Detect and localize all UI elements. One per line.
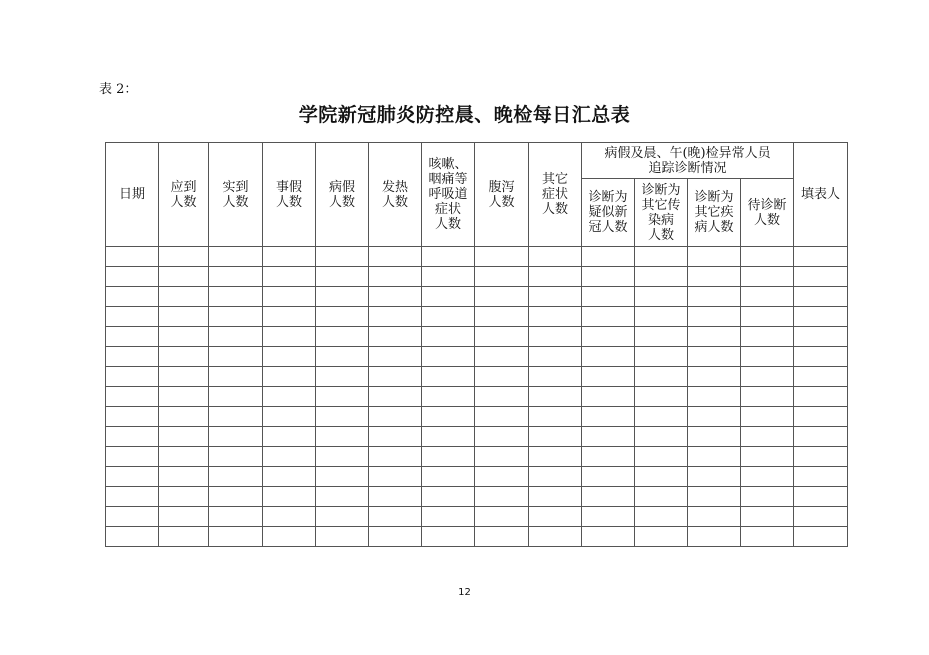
- table-cell: [106, 507, 159, 527]
- table-cell: [741, 267, 794, 287]
- table-cell: [316, 427, 369, 447]
- table-row: [106, 287, 848, 307]
- table-cell: [529, 447, 582, 467]
- table-cell: [106, 447, 159, 467]
- table-cell: [688, 427, 741, 447]
- table-cell: [688, 327, 741, 347]
- table-cell: [422, 467, 475, 487]
- table-cell: [582, 467, 635, 487]
- table-cell: [635, 247, 688, 267]
- table-cell: [741, 467, 794, 487]
- table-cell: [209, 247, 263, 267]
- table-cell: [209, 407, 263, 427]
- table-cell: [422, 287, 475, 307]
- page-title: 学院新冠肺炎防控晨、晚检每日汇总表: [298, 104, 631, 126]
- table-cell: [316, 367, 369, 387]
- table-cell: [209, 447, 263, 467]
- table-cell: [475, 407, 529, 427]
- table-cell: [369, 487, 422, 507]
- table-cell: [475, 447, 529, 467]
- table-cell: [529, 487, 582, 507]
- table-cell: [159, 407, 209, 427]
- table-cell: [316, 307, 369, 327]
- table-cell: [794, 267, 848, 287]
- table-cell: [635, 327, 688, 347]
- table-cell: [209, 387, 263, 407]
- table-cell: [688, 527, 741, 547]
- header-respiratory: 咳嗽、 咽痛等 呼吸道 症状 人数: [422, 143, 475, 247]
- table-cell: [794, 487, 848, 507]
- table-cell: [106, 247, 159, 267]
- table-cell: [106, 387, 159, 407]
- table-cell: [741, 407, 794, 427]
- table-cell: [209, 307, 263, 327]
- table-cell: [635, 367, 688, 387]
- table-cell: [582, 527, 635, 547]
- table-cell: [369, 467, 422, 487]
- table-cell: [529, 347, 582, 367]
- table-cell: [263, 467, 316, 487]
- table-cell: [635, 527, 688, 547]
- table-cell: [422, 387, 475, 407]
- table-cell: [741, 247, 794, 267]
- table-cell: [794, 507, 848, 527]
- table-cell: [263, 367, 316, 387]
- table-cell: [159, 347, 209, 367]
- table-cell: [582, 487, 635, 507]
- table-cell: [529, 267, 582, 287]
- table-cell: [741, 507, 794, 527]
- table-cell: [529, 407, 582, 427]
- page-number: 12: [458, 587, 471, 598]
- table-cell: [316, 527, 369, 547]
- table-cell: [422, 327, 475, 347]
- table-cell: [529, 367, 582, 387]
- table-cell: [209, 527, 263, 547]
- table-cell: [688, 287, 741, 307]
- header-other-symptoms: 其它 症状 人数: [529, 143, 582, 247]
- table-cell: [159, 507, 209, 527]
- table-row: [106, 527, 848, 547]
- header-other-infectious: 诊断为 其它传 染病 人数: [635, 179, 688, 247]
- table-cell: [741, 427, 794, 447]
- table-cell: [422, 427, 475, 447]
- table-cell: [582, 307, 635, 327]
- table-cell: [582, 287, 635, 307]
- table-cell: [475, 287, 529, 307]
- table-cell: [529, 307, 582, 327]
- table-cell: [106, 427, 159, 447]
- table-cell: [263, 487, 316, 507]
- table-cell: [794, 527, 848, 547]
- table-cell: [316, 507, 369, 527]
- table-cell: [688, 267, 741, 287]
- table-cell: [369, 267, 422, 287]
- header-fever: 发热 人数: [369, 143, 422, 247]
- table-cell: [369, 507, 422, 527]
- table-cell: [741, 347, 794, 367]
- table-cell: [159, 267, 209, 287]
- table-cell: [582, 347, 635, 367]
- table-cell: [529, 527, 582, 547]
- table-cell: [475, 487, 529, 507]
- table-cell: [475, 387, 529, 407]
- table-cell: [369, 427, 422, 447]
- table-cell: [159, 367, 209, 387]
- table-cell: [369, 387, 422, 407]
- table-cell: [475, 267, 529, 287]
- table-cell: [263, 387, 316, 407]
- header-filler: 填表人: [794, 143, 848, 247]
- table-cell: [582, 247, 635, 267]
- table-row: [106, 267, 848, 287]
- header-diarrhea: 腹泻 人数: [475, 143, 529, 247]
- table-cell: [582, 507, 635, 527]
- table-cell: [209, 507, 263, 527]
- table-cell: [263, 507, 316, 527]
- table-row: [106, 467, 848, 487]
- header-expected: 应到 人数: [159, 143, 209, 247]
- table-row: [106, 367, 848, 387]
- table-cell: [159, 527, 209, 547]
- table-row: [106, 327, 848, 347]
- table-row: [106, 307, 848, 327]
- table-row: [106, 507, 848, 527]
- table-cell: [159, 427, 209, 447]
- table-cell: [422, 527, 475, 547]
- table-cell: [582, 267, 635, 287]
- table-cell: [475, 467, 529, 487]
- table-cell: [475, 427, 529, 447]
- table-cell: [263, 327, 316, 347]
- table-cell: [159, 487, 209, 507]
- table-cell: [635, 427, 688, 447]
- table-cell: [422, 407, 475, 427]
- header-actual: 实到 人数: [209, 143, 263, 247]
- table-cell: [159, 247, 209, 267]
- table-cell: [209, 487, 263, 507]
- table-cell: [316, 407, 369, 427]
- table-cell: [159, 387, 209, 407]
- table-cell: [635, 487, 688, 507]
- table-row: [106, 487, 848, 507]
- table-cell: [529, 467, 582, 487]
- table-cell: [263, 427, 316, 447]
- table-cell: [794, 387, 848, 407]
- table-cell: [582, 447, 635, 467]
- table-cell: [369, 527, 422, 547]
- table-cell: [635, 287, 688, 307]
- header-sick-leave: 病假 人数: [316, 143, 369, 247]
- table-cell: [316, 327, 369, 347]
- header-suspected-covid: 诊断为 疑似新 冠人数: [582, 179, 635, 247]
- header-pending: 待诊断 人数: [741, 179, 794, 247]
- table-cell: [263, 267, 316, 287]
- table-cell: [369, 347, 422, 367]
- table-cell: [475, 527, 529, 547]
- table-cell: [106, 307, 159, 327]
- table-cell: [369, 447, 422, 467]
- table-cell: [688, 447, 741, 467]
- table-cell: [209, 467, 263, 487]
- table-cell: [688, 487, 741, 507]
- table-row: [106, 347, 848, 367]
- table-cell: [688, 467, 741, 487]
- table-cell: [794, 247, 848, 267]
- table-cell: [209, 367, 263, 387]
- table-cell: [209, 327, 263, 347]
- table-cell: [369, 407, 422, 427]
- table-cell: [422, 347, 475, 367]
- table-cell: [106, 367, 159, 387]
- table-cell: [635, 507, 688, 527]
- table-cell: [106, 527, 159, 547]
- table-cell: [106, 347, 159, 367]
- table-cell: [159, 447, 209, 467]
- table-cell: [582, 327, 635, 347]
- table-cell: [106, 467, 159, 487]
- table-cell: [159, 307, 209, 327]
- table-cell: [688, 307, 741, 327]
- table-cell: [422, 487, 475, 507]
- table-cell: [263, 527, 316, 547]
- table-cell: [106, 267, 159, 287]
- table-cell: [475, 367, 529, 387]
- table-cell: [635, 467, 688, 487]
- table-cell: [369, 367, 422, 387]
- table-cell: [369, 327, 422, 347]
- table-cell: [316, 387, 369, 407]
- header-date: 日期: [106, 143, 159, 247]
- table-cell: [209, 347, 263, 367]
- table-cell: [475, 247, 529, 267]
- table-cell: [635, 447, 688, 467]
- table-cell: [741, 327, 794, 347]
- table-cell: [369, 287, 422, 307]
- table-cell: [263, 287, 316, 307]
- table-cell: [635, 407, 688, 427]
- header-group: 病假及晨、午(晚)检异常人员 追踪诊断情况: [582, 143, 794, 179]
- table-cell: [159, 467, 209, 487]
- table-cell: [794, 347, 848, 367]
- table-cell: [529, 387, 582, 407]
- table-cell: [263, 447, 316, 467]
- table-cell: [106, 407, 159, 427]
- table-cell: [794, 327, 848, 347]
- table-cell: [688, 387, 741, 407]
- table-cell: [209, 427, 263, 447]
- table-cell: [316, 247, 369, 267]
- table-cell: [741, 527, 794, 547]
- table-cell: [741, 367, 794, 387]
- table-cell: [263, 407, 316, 427]
- table-cell: [422, 367, 475, 387]
- table-cell: [159, 287, 209, 307]
- table-cell: [316, 347, 369, 367]
- table-cell: [475, 507, 529, 527]
- table-cell: [369, 307, 422, 327]
- table-cell: [688, 407, 741, 427]
- summary-table: [105, 142, 848, 547]
- table-cell: [741, 387, 794, 407]
- table-row: [106, 407, 848, 427]
- table-cell: [316, 267, 369, 287]
- table-row: [106, 427, 848, 447]
- header-personal-leave: 事假 人数: [263, 143, 316, 247]
- table-cell: [106, 327, 159, 347]
- table-row: [106, 387, 848, 407]
- table-cell: [582, 427, 635, 447]
- table-cell: [582, 367, 635, 387]
- table-label: 表 2：: [99, 82, 138, 97]
- table-cell: [741, 287, 794, 307]
- table-cell: [635, 307, 688, 327]
- table-cell: [688, 347, 741, 367]
- table-cell: [582, 407, 635, 427]
- table-cell: [475, 307, 529, 327]
- table-row: [106, 447, 848, 467]
- table-cell: [635, 347, 688, 367]
- table-cell: [422, 447, 475, 467]
- table-cell: [529, 247, 582, 267]
- table-cell: [369, 247, 422, 267]
- table-cell: [688, 247, 741, 267]
- table-cell: [422, 307, 475, 327]
- table-cell: [209, 267, 263, 287]
- table-cell: [316, 487, 369, 507]
- table-cell: [794, 467, 848, 487]
- table-cell: [529, 327, 582, 347]
- table-cell: [422, 247, 475, 267]
- table-cell: [263, 247, 316, 267]
- table-cell: [688, 507, 741, 527]
- table-cell: [741, 487, 794, 507]
- table-cell: [635, 267, 688, 287]
- table-cell: [582, 387, 635, 407]
- table-cell: [529, 507, 582, 527]
- table-cell: [263, 307, 316, 327]
- table-cell: [263, 347, 316, 367]
- table-cell: [794, 287, 848, 307]
- table-cell: [316, 467, 369, 487]
- table-cell: [422, 267, 475, 287]
- table-cell: [794, 307, 848, 327]
- table-cell: [741, 447, 794, 467]
- table-cell: [159, 327, 209, 347]
- table-cell: [529, 427, 582, 447]
- table-cell: [635, 387, 688, 407]
- table-cell: [794, 407, 848, 427]
- table-cell: [475, 327, 529, 347]
- table-cell: [794, 427, 848, 447]
- table-cell: [688, 367, 741, 387]
- table-cell: [529, 287, 582, 307]
- table-cell: [106, 487, 159, 507]
- table-cell: [209, 287, 263, 307]
- table-cell: [316, 287, 369, 307]
- table-cell: [422, 507, 475, 527]
- header-other-disease: 诊断为 其它疾 病人数: [688, 179, 741, 247]
- table-cell: [794, 367, 848, 387]
- table-cell: [794, 447, 848, 467]
- table-cell: [106, 287, 159, 307]
- table-cell: [316, 447, 369, 467]
- table-row: [106, 247, 848, 267]
- table-cell: [475, 347, 529, 367]
- table-cell: [741, 307, 794, 327]
